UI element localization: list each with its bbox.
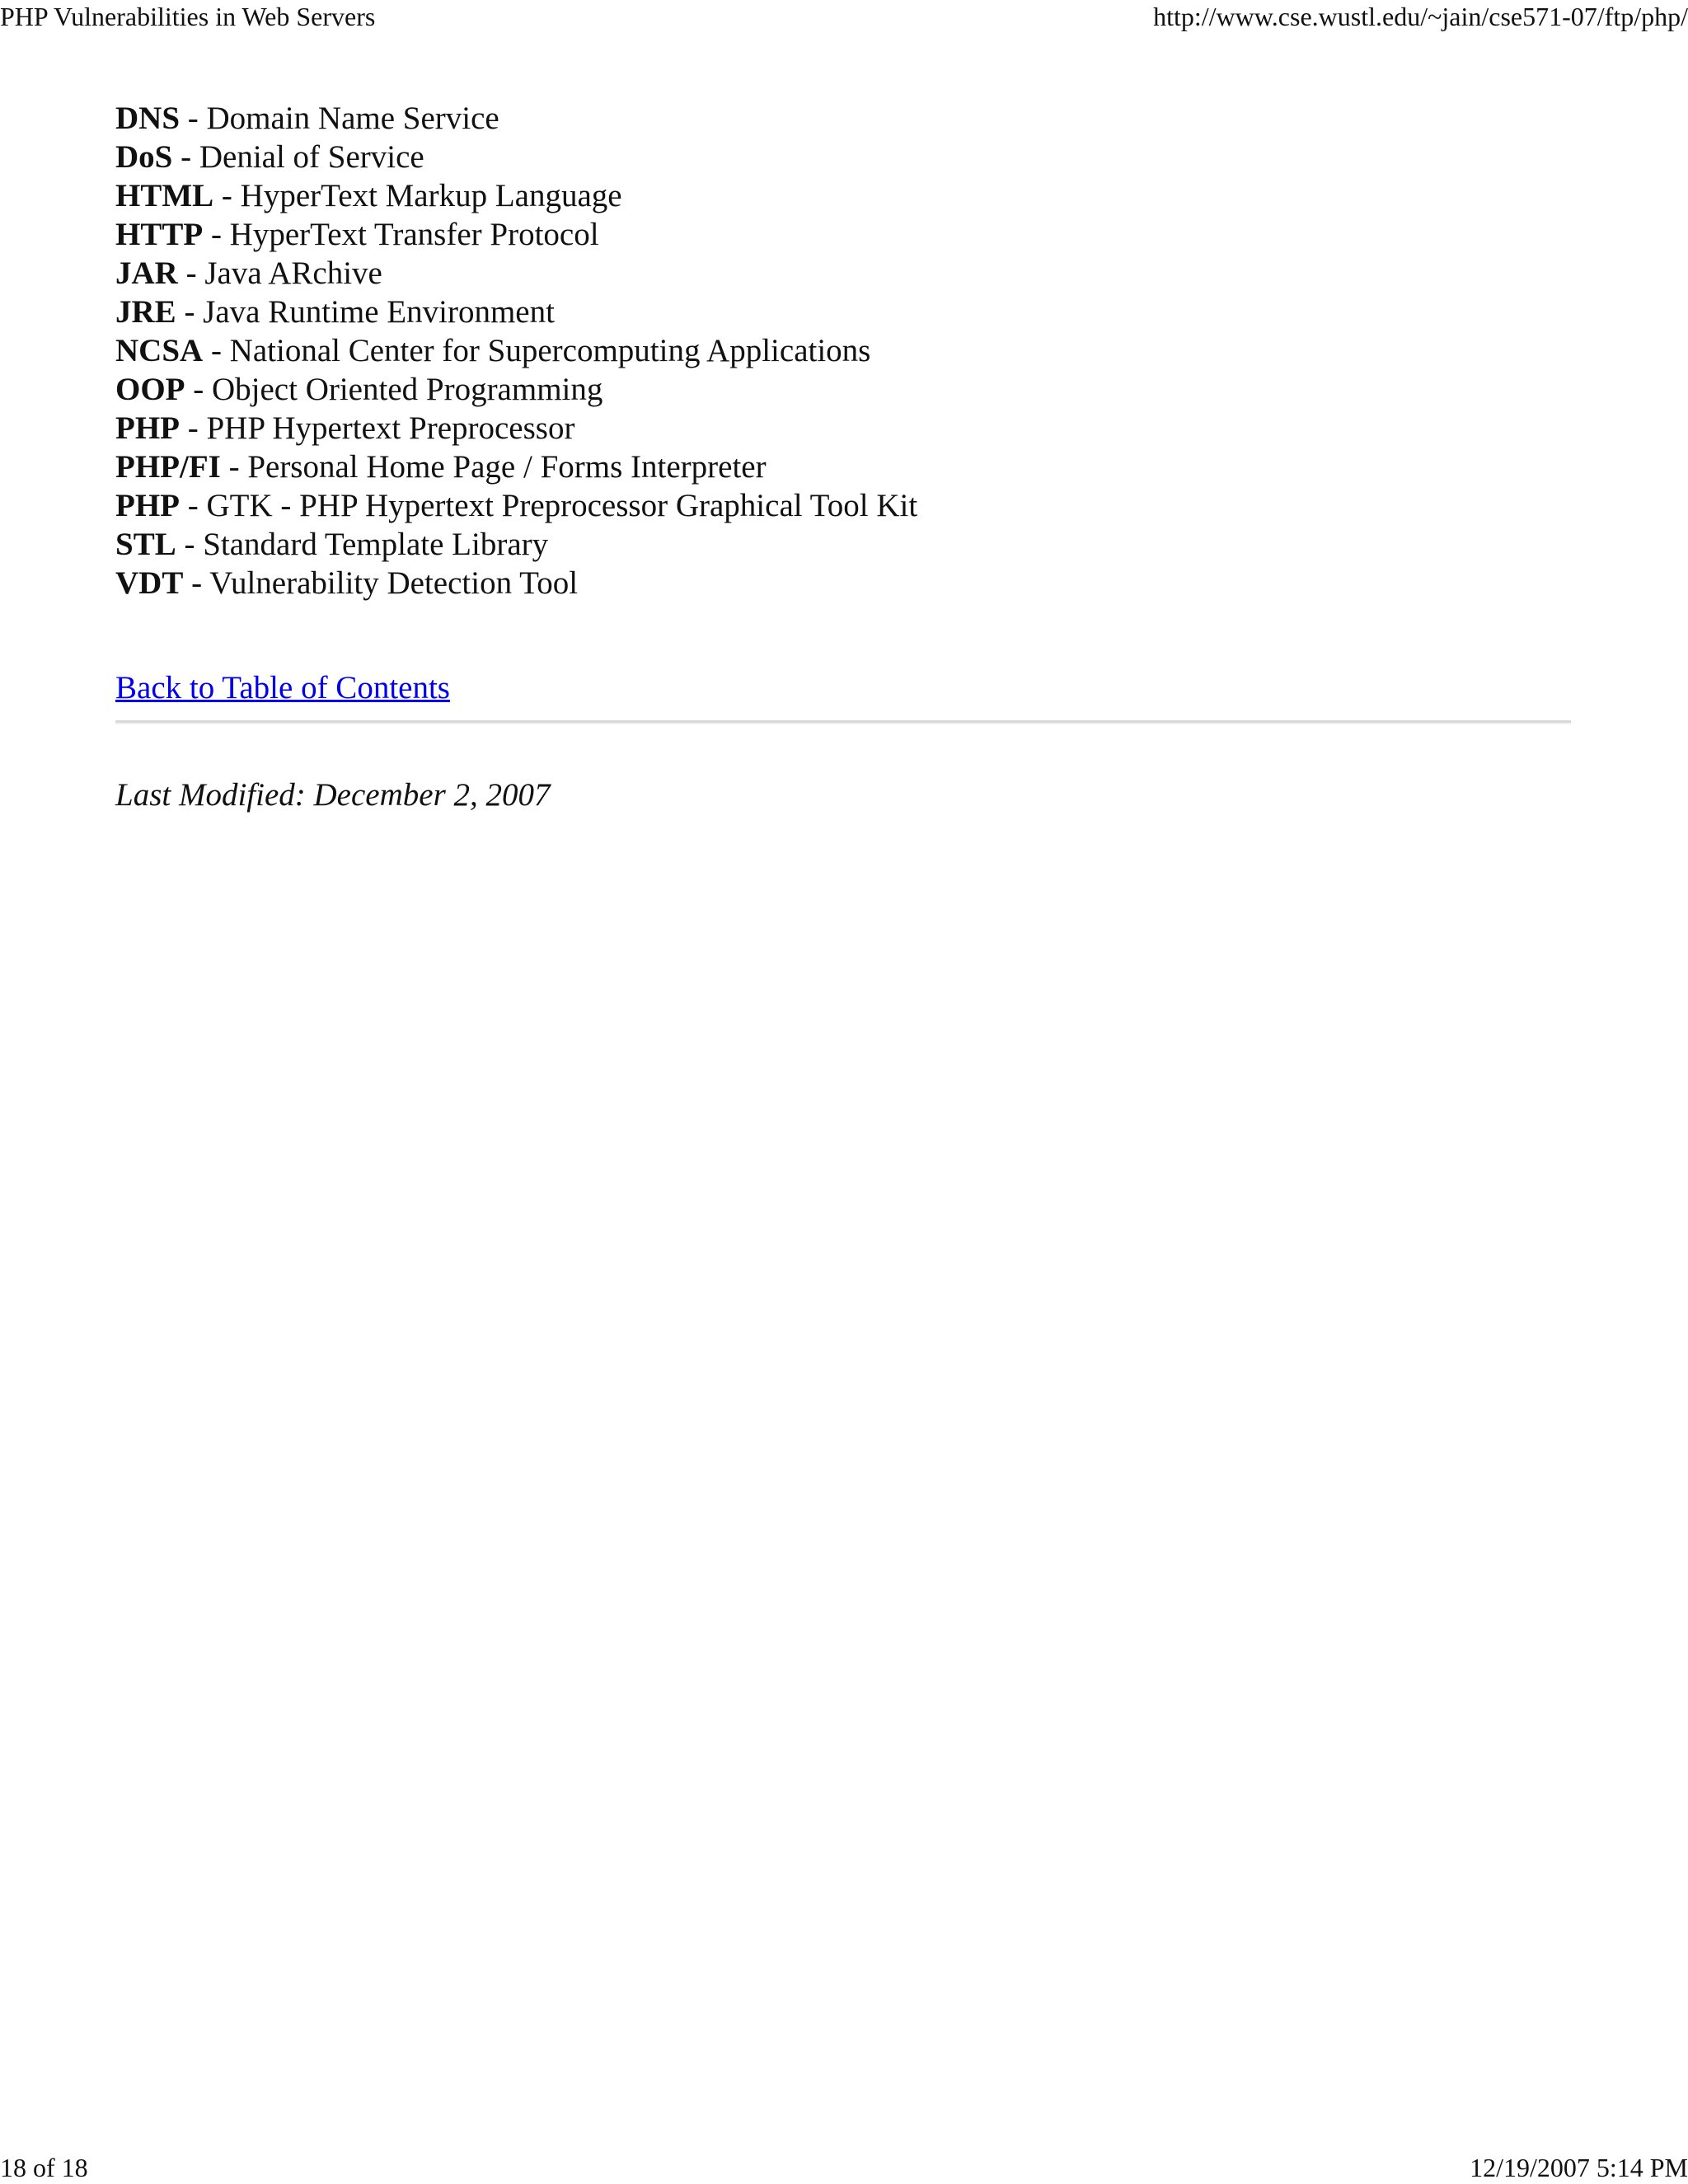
- abbr-term: PHP: [115, 410, 180, 446]
- abbr-definition: - Denial of Service: [172, 139, 424, 175]
- print-header: [0, 0, 1688, 33]
- list-item: [115, 448, 1571, 486]
- abbr-definition: - Object Oriented Programming: [185, 372, 603, 407]
- list-item: [115, 486, 1571, 525]
- abbr-term: JRE: [115, 294, 176, 330]
- abbr-definition: - Vulnerability Detection Tool: [183, 565, 579, 601]
- abbr-term: OOP: [115, 372, 185, 407]
- print-footer: [0, 2151, 1688, 2184]
- abbr-definition: - HyperText Transfer Protocol: [203, 217, 599, 252]
- last-modified-text: Last Modified: December 2, 2007: [115, 777, 551, 813]
- list-item: [115, 409, 1571, 448]
- page-url: http://www.cse.wustl.edu/~jain/cse571-07/ftp/php/: [1153, 2, 1688, 31]
- abbr-term: DNS: [115, 101, 181, 136]
- abbr-term: DoS: [115, 139, 173, 175]
- list-item: [115, 176, 1571, 215]
- list-item: [115, 138, 1571, 176]
- list-item: [115, 99, 1571, 138]
- page-number: 18 of 18: [0, 2153, 88, 2182]
- abbr-term: HTML: [115, 178, 214, 213]
- abbr-term: STL: [115, 527, 176, 562]
- list-item: [115, 564, 1571, 602]
- main-content: [115, 99, 1571, 814]
- abbr-definition: - HyperText Markup Language: [213, 178, 622, 213]
- abbr-definition: - Domain Name Service: [180, 101, 499, 136]
- page-title: PHP Vulnerabilities in Web Servers: [0, 2, 376, 31]
- list-item: [115, 254, 1571, 293]
- abbr-definition: - Java ARchive: [177, 255, 382, 291]
- horizontal-divider: [115, 720, 1571, 724]
- abbr-definition: - GTK - PHP Hypertext Preprocessor Graphical Tool Kit: [179, 488, 918, 523]
- abbr-definition: - Personal Home Page / Forms Interpreter: [220, 449, 767, 485]
- list-item: [115, 215, 1571, 254]
- list-item: [115, 525, 1571, 564]
- abbreviation-list: [115, 99, 1571, 602]
- abbr-definition: - PHP Hypertext Preprocessor: [179, 410, 575, 446]
- abbr-term: JAR: [115, 255, 178, 291]
- abbr-definition: - Standard Template Library: [176, 527, 549, 562]
- abbr-term: NCSA: [115, 333, 204, 368]
- abbr-term: VDT: [115, 565, 184, 601]
- abbr-definition: - National Center for Supercomputing Applications: [203, 333, 871, 368]
- list-item: [115, 370, 1571, 409]
- abbr-term: PHP/FI: [115, 449, 221, 485]
- print-datetime: 12/19/2007 5:14 PM: [1470, 2153, 1688, 2182]
- abbr-term: HTTP: [115, 217, 204, 252]
- list-item: [115, 293, 1571, 331]
- list-item: [115, 331, 1571, 370]
- abbr-term: PHP: [115, 488, 180, 523]
- abbr-definition: - Java Runtime Environment: [176, 294, 555, 330]
- back-to-toc-link[interactable]: Back to Table of Contents: [115, 670, 450, 705]
